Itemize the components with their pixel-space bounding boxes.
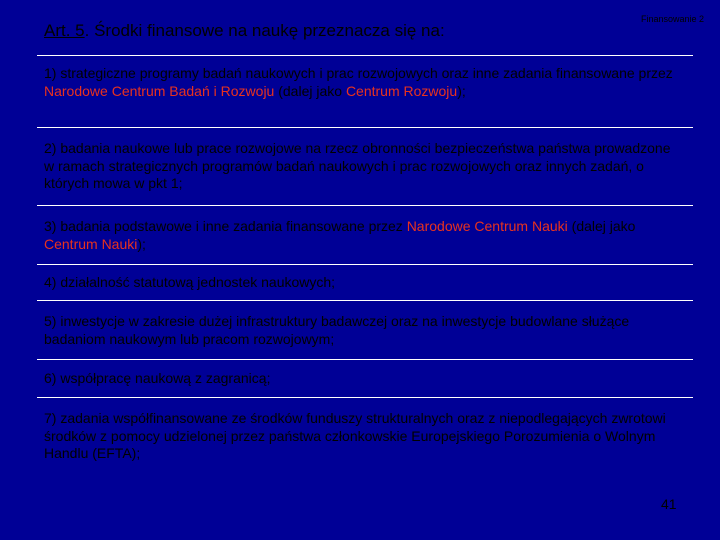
header-note: Finansowanie 2 [640,14,704,24]
list-item-7 [44,410,684,463]
item-4-text: 4) działalność statutową jednostek naukowych; [44,274,336,290]
title-text: Środki finansowe na naukę przeznacza się na: [89,21,445,40]
list-item-3 [44,218,684,253]
item-7-text: 7) zadania współfinansowane ze środków funduszy strukturalnych oraz z niepodlegających zwrotowi środków z pomocy udzielonej przez państwa członkowskie Europejskiego Porozumienia o Wolnym Handlu (EFTA); [44,410,666,461]
item-6-text: 6) współpracę naukową z zagranicą; [44,370,271,386]
separator-line [37,359,693,360]
list-item-2 [44,140,684,193]
list-item-6 [44,370,684,388]
separator-line [37,397,693,398]
item-1-text-c: ); [457,82,466,99]
separator-line [37,205,693,206]
title-dot: . [84,21,90,40]
separator-line [37,55,693,56]
separator-line [37,300,693,301]
item-3-highlight-short: Centrum Nauki [44,235,138,252]
separator-line [37,264,693,265]
item-1-text-b: (dalej jako [274,82,346,99]
item-3-text-b: (dalej jako [567,218,636,234]
item-1-text-a: 1) strategiczne programy badań naukowych i prac rozwojowych oraz inne zadania finansowane przez [44,65,673,81]
item-2-text: 2) badania naukowe lub prace rozwojowe na rzecz obronności bezpieczeństwa państwa prowadzone w ramach strategicznych programów badań naukowych i prac rozwojowych oraz innych zadań, o których mowa w pkt 1; [44,140,671,191]
separator-line [37,127,693,128]
list-item-1 [44,65,684,100]
article-number: Art. 5 [44,21,85,40]
item-3-highlight-ncn: Narodowe Centrum Nauki [406,218,568,234]
list-item-5 [44,313,684,348]
item-3-text-a: 3) badania podstawowe i inne zadania finansowane przez [44,218,407,234]
item-3-text-c: ); [137,235,146,252]
page-number: 41 [661,496,677,512]
slide-title [44,21,445,41]
item-1-highlight-short: Centrum Rozwoju [345,82,458,99]
item-1-highlight-ncbr: Narodowe Centrum Badań i Rozwoju [44,82,275,99]
list-item-4 [44,274,684,292]
item-5-text: 5) inwestycje w zakresie dużej infrastruktury badawczej oraz na inwestycje budowlane służące badaniom naukowym lub pracom rozwojowym; [44,313,630,347]
